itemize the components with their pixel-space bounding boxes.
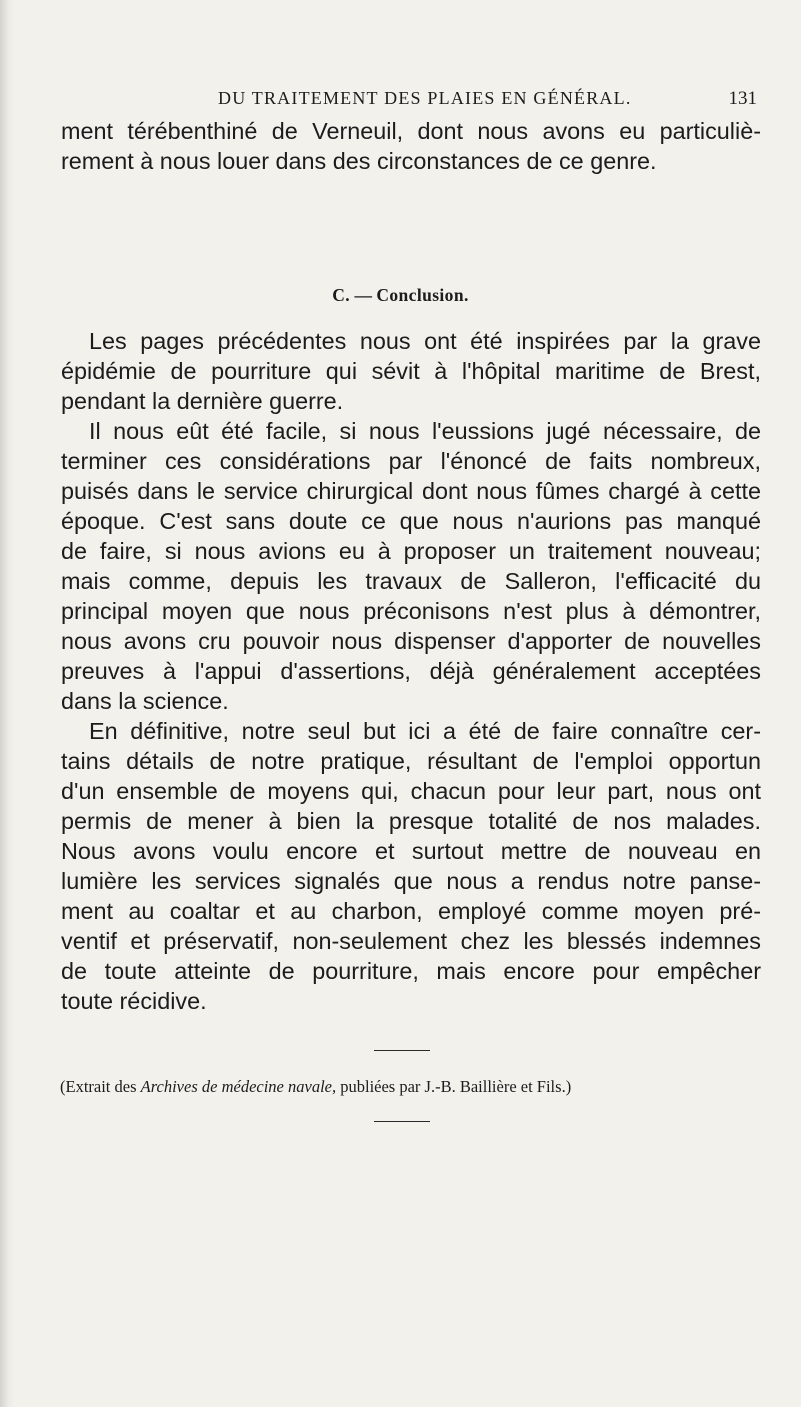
text-line: de toute atteinte de pourriture, mais encore pour empêcher <box>61 958 761 984</box>
text-line: toute récidive. <box>61 988 207 1014</box>
section-title: Conclusion. <box>376 285 469 305</box>
section-dash: — <box>354 285 372 305</box>
text-line: de faire, si nous avions eu à proposer un traitement nouveau; <box>61 538 761 564</box>
intro-paragraph <box>61 116 761 176</box>
text-line: tains détails de notre pratique, résultant de l'emploi opportun <box>61 748 761 774</box>
text-line: En définitive, notre seul but ici a été de faire connaître cer- <box>89 718 761 744</box>
text-line: preuves à l'appui d'assertions, déjà généralement acceptées <box>61 658 761 684</box>
text-line: dans la science. <box>61 688 229 714</box>
text-line: terminer ces considérations par l'énoncé de faits nombreux, <box>61 448 761 474</box>
text-line: Les pages précédentes nous ont été inspirées par la grave <box>89 328 761 354</box>
text-line: puisés dans le service chirurgical dont nous fûmes chargé à cette <box>61 478 761 504</box>
text-line: principal moyen que nous préconisons n'est plus à démontrer, <box>61 598 761 624</box>
text-line: nous avons cru pouvoir nous dispenser d'apporter de nouvelles <box>61 628 761 654</box>
section-heading <box>0 285 801 306</box>
text-line: d'un ensemble de moyens qui, chacun pour leur part, nous ont <box>61 778 761 804</box>
text-line: pendant la dernière guerre. <box>61 388 344 414</box>
page-number: 131 <box>728 88 757 109</box>
footer-prefix: (Extrait des <box>60 1077 141 1096</box>
running-title: DU TRAITEMENT DES PLAIES EN GÉNÉRAL. <box>218 88 632 108</box>
section-letter: C. <box>332 285 351 305</box>
page-header <box>218 88 757 114</box>
page-binding-shadow <box>0 0 14 1407</box>
text-line: mais comme, depuis les travaux de Salleron, l'efficacité du <box>61 568 761 594</box>
text-line: Nous avons voulu encore et surtout mettre de nouveau en <box>61 838 761 864</box>
text-line: épidémie de pourriture qui sévit à l'hôpital maritime de Brest, <box>61 358 761 384</box>
text-line: permis de mener à bien la presque totalité de nos malades. <box>61 808 761 834</box>
text-line: rement à nous louer dans des circonstances de ce genre. <box>61 148 657 174</box>
footer-journal-title: Archives de médecine navale, <box>140 1077 337 1096</box>
text-line: époque. C'est sans doute ce que nous n'aurions pas manqué <box>61 508 761 534</box>
footer-note <box>60 1077 760 1097</box>
footer-suffix: publiées par J.-B. Baillière et Fils.) <box>336 1077 572 1096</box>
text-line: ment au coaltar et au charbon, employé comme moyen pré- <box>61 898 761 924</box>
paragraph-3 <box>61 716 761 1016</box>
paragraph-1 <box>61 326 761 416</box>
text-line: Il nous eût été facile, si nous l'eussions jugé nécessaire, de <box>89 418 761 444</box>
text-line: ventif et préservatif, non-seulement chez les blessés indemnes <box>61 928 761 954</box>
footer-rule-bottom <box>374 1121 430 1122</box>
text-line: lumière les services signalés que nous a rendus notre panse- <box>61 868 761 894</box>
text-line: ment térébenthiné de Verneuil, dont nous avons eu particuliè- <box>61 118 761 144</box>
paragraph-2 <box>61 416 761 716</box>
footer-rule-top <box>374 1050 430 1051</box>
